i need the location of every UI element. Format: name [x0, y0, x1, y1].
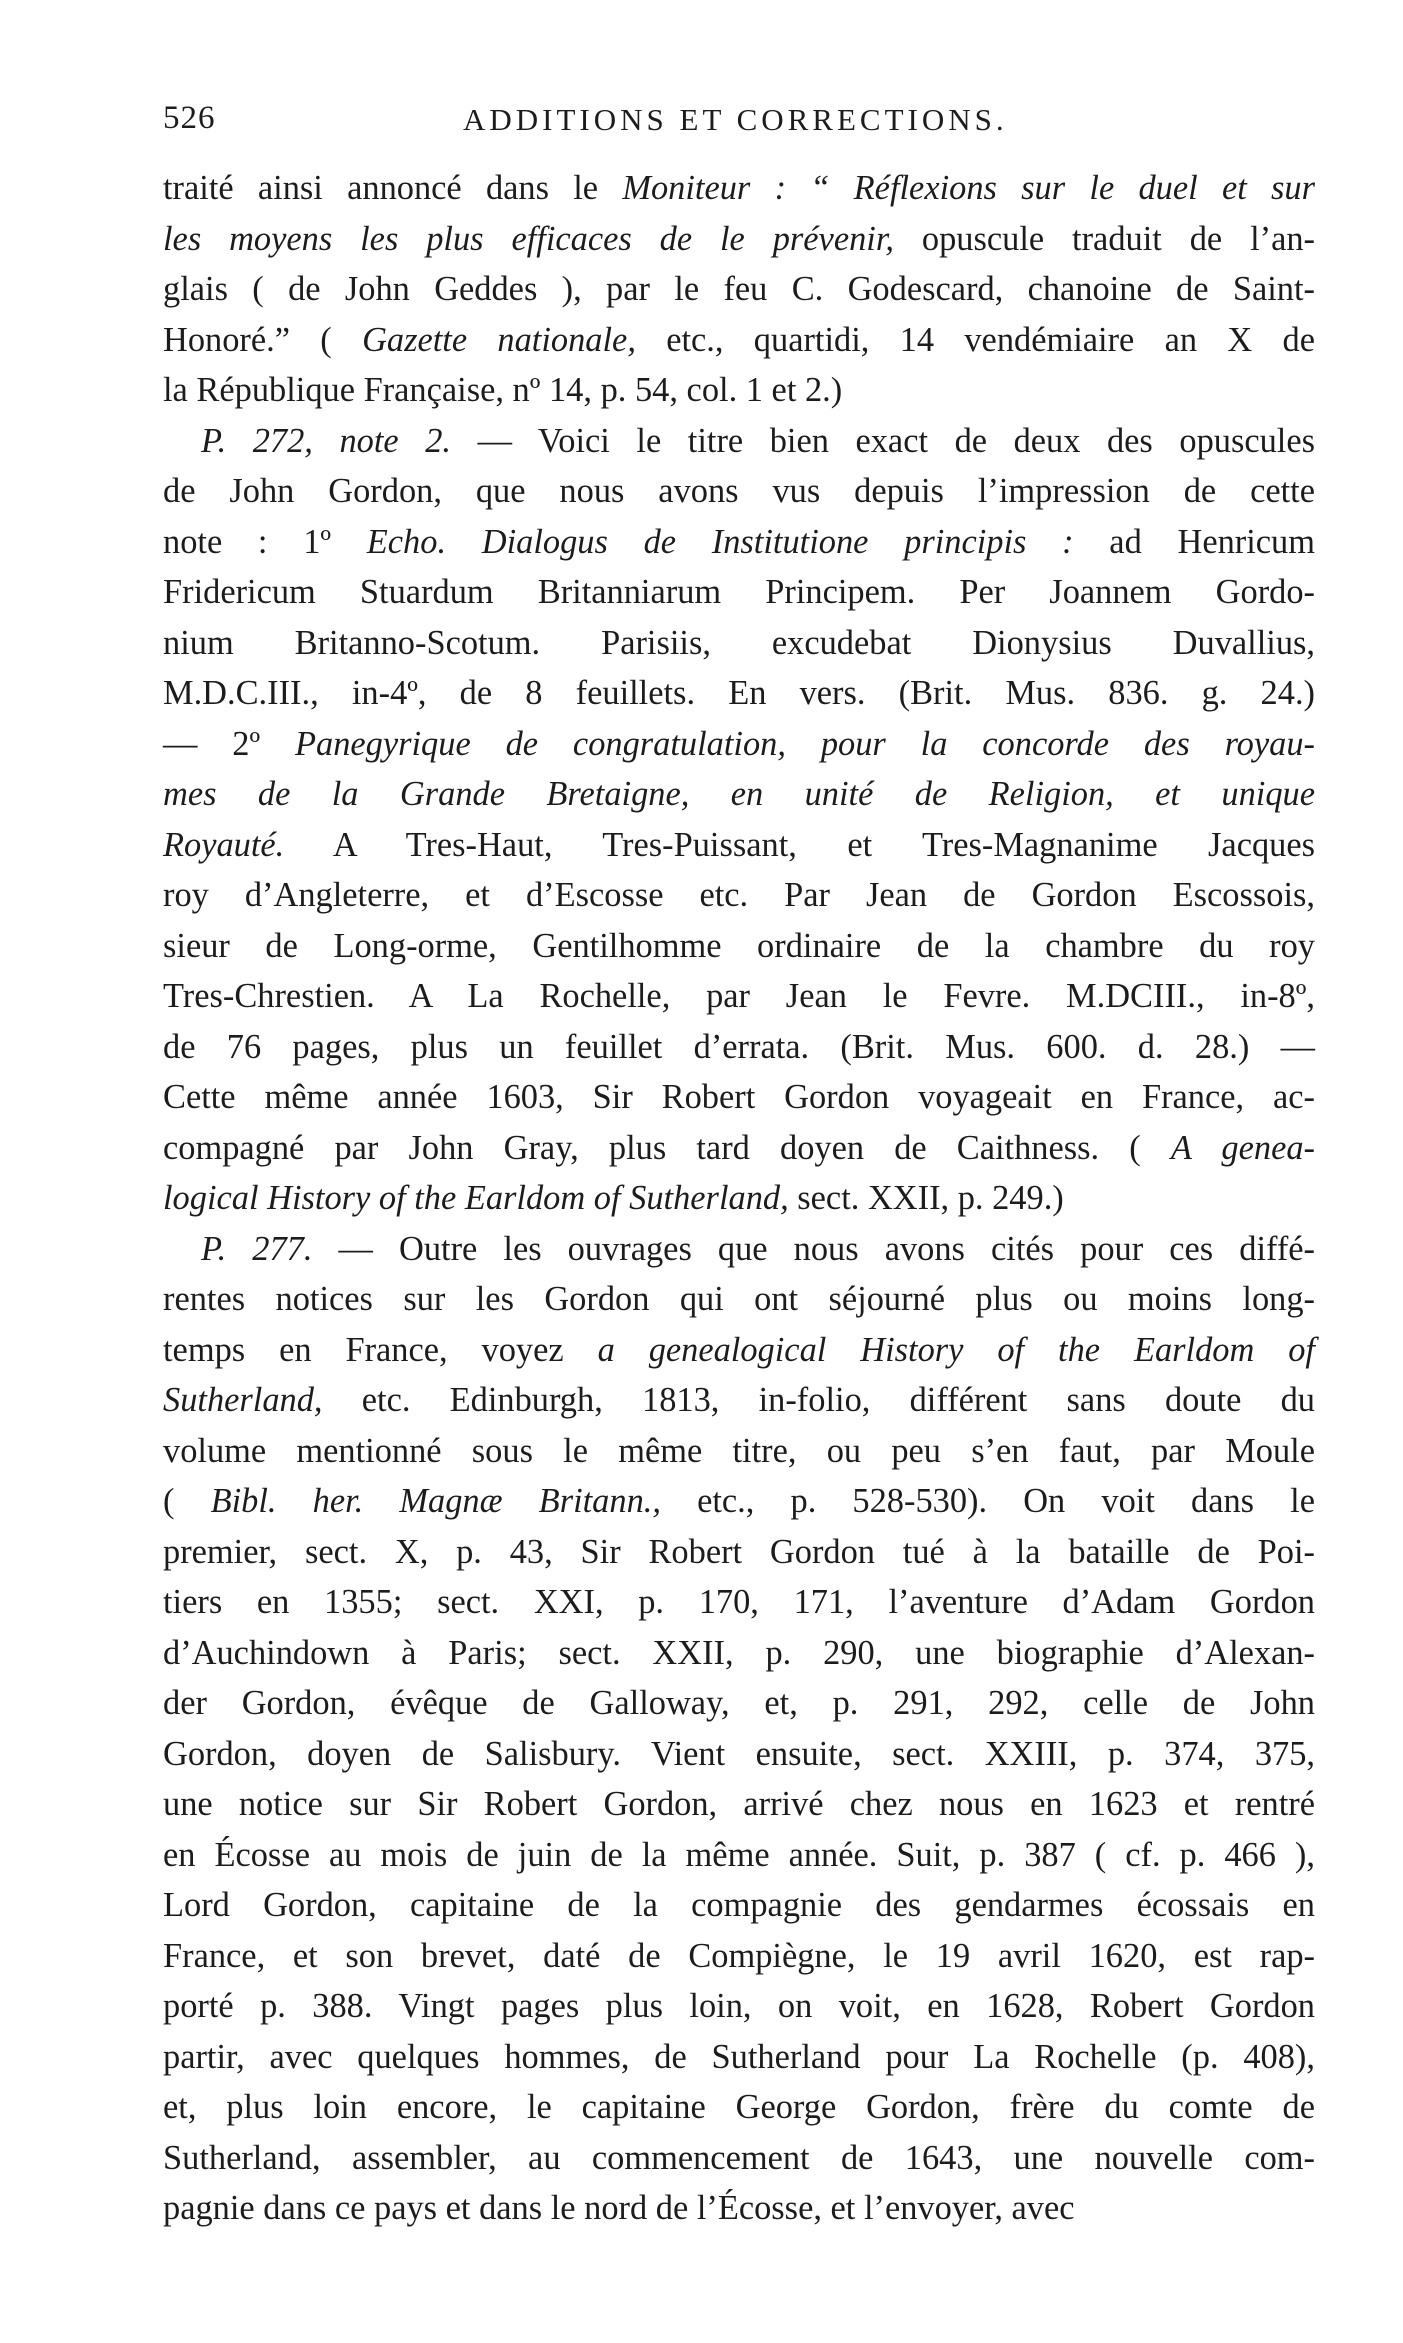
text-line [163, 567, 1315, 618]
text-line [163, 668, 1315, 719]
text-segment: nium Britanno-Scotum. Parisiis, excudebat Dionysius Duvallius, [163, 623, 1315, 662]
text-line [163, 1628, 1315, 1679]
text-segment: etc., p. 528-530). On voit dans le [660, 1482, 1315, 1520]
body-text [163, 163, 1315, 2234]
text-line [163, 2032, 1315, 2083]
italic-text-segment: Panegyrique de congratulation, pour la concorde des royau- [295, 724, 1315, 763]
text-line [163, 1931, 1315, 1982]
text-segment: et, plus loin encore, le capitaine George Gordon, frère du comte de [163, 2088, 1315, 2126]
text-line [163, 1224, 1315, 1275]
italic-text-segment: Moniteur : “ Réflexions sur le duel et sur [622, 169, 1315, 207]
italic-text-segment: Sutherland, [163, 1381, 323, 1419]
italic-text-segment: mes de la Grande Bretaigne, en unité de Religion, et unique [163, 775, 1315, 813]
text-line [163, 1325, 1315, 1376]
text-segment: etc., quartidi, 14 vendémiaire an X de [635, 320, 1315, 359]
text-line [163, 1072, 1315, 1123]
text-segment: porté p. 388. Vingt pages plus loin, on voit, en 1628, Robert Gordon [163, 1987, 1315, 2025]
text-segment: der Gordon, évêque de Galloway, et, p. 291, 292, celle de John [163, 1684, 1315, 1722]
text-segment: de John Gordon, que nous avons vus depuis l’impression de cette [163, 472, 1315, 510]
text-line [163, 163, 1315, 214]
text-segment: volume mentionné sous le même titre, ou peu s’en faut, par Moule [163, 1431, 1315, 1470]
text-line [163, 517, 1315, 568]
italic-text-segment: logical History of the Earldom of Sutherland, [163, 1179, 789, 1217]
text-segment: etc. Edinburgh, 1813, in-folio, différent sans doute du [322, 1381, 1315, 1419]
text-line [163, 1476, 1315, 1527]
text-line [163, 1779, 1315, 1830]
text-segment: Tres-Chrestien. A La Rochelle, par Jean le Fevre. M.DCIII., in-8º, [163, 977, 1315, 1015]
text-segment: opuscule traduit de l’an- [894, 219, 1315, 258]
page-number: 526 [163, 100, 216, 136]
italic-text-segment: Gazette nationale, [362, 320, 636, 359]
text-segment: pagnie dans ce pays et dans le nord de l’Écosse, et l’envoyer, avec [163, 2189, 1075, 2227]
text-line [163, 1274, 1315, 1325]
text-segment: note : 1º [163, 522, 367, 561]
text-line [163, 1729, 1315, 1780]
text-segment: rentes notices sur les Gordon qui ont séjourné plus ou moins long- [163, 1280, 1315, 1318]
text-line [163, 1173, 1315, 1224]
text-segment: France, et son brevet, daté de Compiègne, le 19 avril 1620, est rap- [163, 1936, 1315, 1975]
text-segment: Honoré.” ( [163, 320, 363, 359]
page-header [163, 100, 1315, 144]
text-segment: — Voici le titre bien exact de deux des opuscules [451, 421, 1315, 460]
text-segment: en Écosse au mois de juin de la même année. Suit, p. 387 ( cf. p. 466 ), [163, 1835, 1315, 1874]
text-segment: ad Henricum [1073, 522, 1315, 561]
text-line [163, 2082, 1315, 2133]
text-line [163, 1678, 1315, 1729]
text-line [163, 466, 1315, 517]
italic-text-segment: P. 277. [201, 1229, 313, 1268]
text-line [163, 1022, 1315, 1073]
text-line [163, 870, 1315, 921]
text-segment: sect. XXII, p. 249.) [788, 1179, 1064, 1217]
text-segment: — 2º [163, 724, 295, 763]
text-line [163, 1577, 1315, 1628]
text-segment: compagné par John Gray, plus tard doyen de Caithness. ( [163, 1128, 1171, 1167]
text-segment: sieur de Long-orme, Gentilhomme ordinaire de la chambre du roy [163, 926, 1315, 965]
text-line [163, 2133, 1315, 2184]
text-line [163, 264, 1315, 315]
text-segment: — Outre les ouvrages que nous avons cités pour ces diffé- [312, 1229, 1316, 1268]
text-line [163, 2183, 1315, 2234]
text-segment: tiers en 1355; sect. XXI, p. 170, 171, l’aventure d’Adam Gordon [163, 1583, 1315, 1621]
text-line [163, 416, 1315, 467]
text-segment: glais ( de John Geddes ), par le feu C. Godescard, chanoine de Saint- [163, 270, 1315, 308]
italic-text-segment: les moyens les plus efficaces de le prévenir, [163, 219, 895, 258]
text-line [163, 1527, 1315, 1578]
text-line [163, 971, 1315, 1022]
italic-text-segment: P. 272, note 2. [201, 421, 452, 460]
italic-text-segment: Bibl. her. Magnæ Britann., [210, 1482, 661, 1520]
text-line [163, 315, 1315, 366]
text-segment: temps en France, voyez [163, 1330, 598, 1369]
text-segment: A Tres-Haut, Tres-Puissant, et Tres-Magnanime Jacques [284, 825, 1315, 864]
text-line [163, 618, 1315, 669]
text-segment: de 76 pages, plus un feuillet d’errata. (Brit. Mus. 600. d. 28.) — [163, 1027, 1315, 1066]
text-segment: partir, avec quelques hommes, de Sutherland pour La Rochelle (p. 408), [163, 2037, 1315, 2076]
text-line [163, 1123, 1315, 1174]
text-segment: ( [163, 1482, 211, 1520]
text-segment: roy d’Angleterre, et d’Escosse etc. Par Jean de Gordon Escossois, [163, 876, 1315, 914]
text-line [163, 1375, 1315, 1426]
text-line [163, 820, 1315, 871]
text-segment: d’Auchindown à Paris; sect. XXII, p. 290, une biographie d’Alexan- [163, 1633, 1315, 1672]
text-line [163, 1880, 1315, 1931]
text-line [163, 921, 1315, 972]
italic-text-segment: a genealogical History of the Earldom of [597, 1330, 1315, 1369]
text-segment: Fridericum Stuardum Britanniarum Principem. Per Joannem Gordo- [163, 573, 1315, 611]
text-segment: Cette même année 1603, Sir Robert Gordon voyageait en France, ac- [163, 1078, 1315, 1116]
text-line [163, 719, 1315, 770]
text-segment: la République Française, nº 14, p. 54, col. 1 et 2.) [163, 371, 843, 409]
text-segment: Lord Gordon, capitaine de la compagnie des gendarmes écossais en [163, 1886, 1315, 1924]
text-segment: Sutherland, assembler, au commencement de 1643, une nouvelle com- [163, 2138, 1315, 2177]
text-line [163, 214, 1315, 265]
text-line [163, 1426, 1315, 1477]
text-segment: traité ainsi annoncé dans le [163, 169, 623, 207]
text-segment: premier, sect. X, p. 43, Sir Robert Gordon tué à la bataille de Poi- [163, 1532, 1315, 1571]
text-line [163, 769, 1315, 820]
running-title: ADDITIONS ET CORRECTIONS. [463, 102, 1008, 137]
text-line [163, 1981, 1315, 2032]
italic-text-segment: Royauté. [163, 825, 285, 864]
text-line [163, 1830, 1315, 1881]
italic-text-segment: A genea- [1170, 1128, 1315, 1167]
italic-text-segment: Echo. Dialogus de Institutione principis : [366, 522, 1074, 561]
text-line [163, 365, 1315, 416]
text-segment: une notice sur Sir Robert Gordon, arrivé chez nous en 1623 et rentré [163, 1785, 1315, 1823]
text-segment: Gordon, doyen de Salisbury. Vient ensuite, sect. XXIII, p. 374, 375, [163, 1734, 1315, 1773]
text-segment: M.D.C.III., in-4º, de 8 feuillets. En vers. (Brit. Mus. 836. g. 24.) [163, 674, 1315, 712]
